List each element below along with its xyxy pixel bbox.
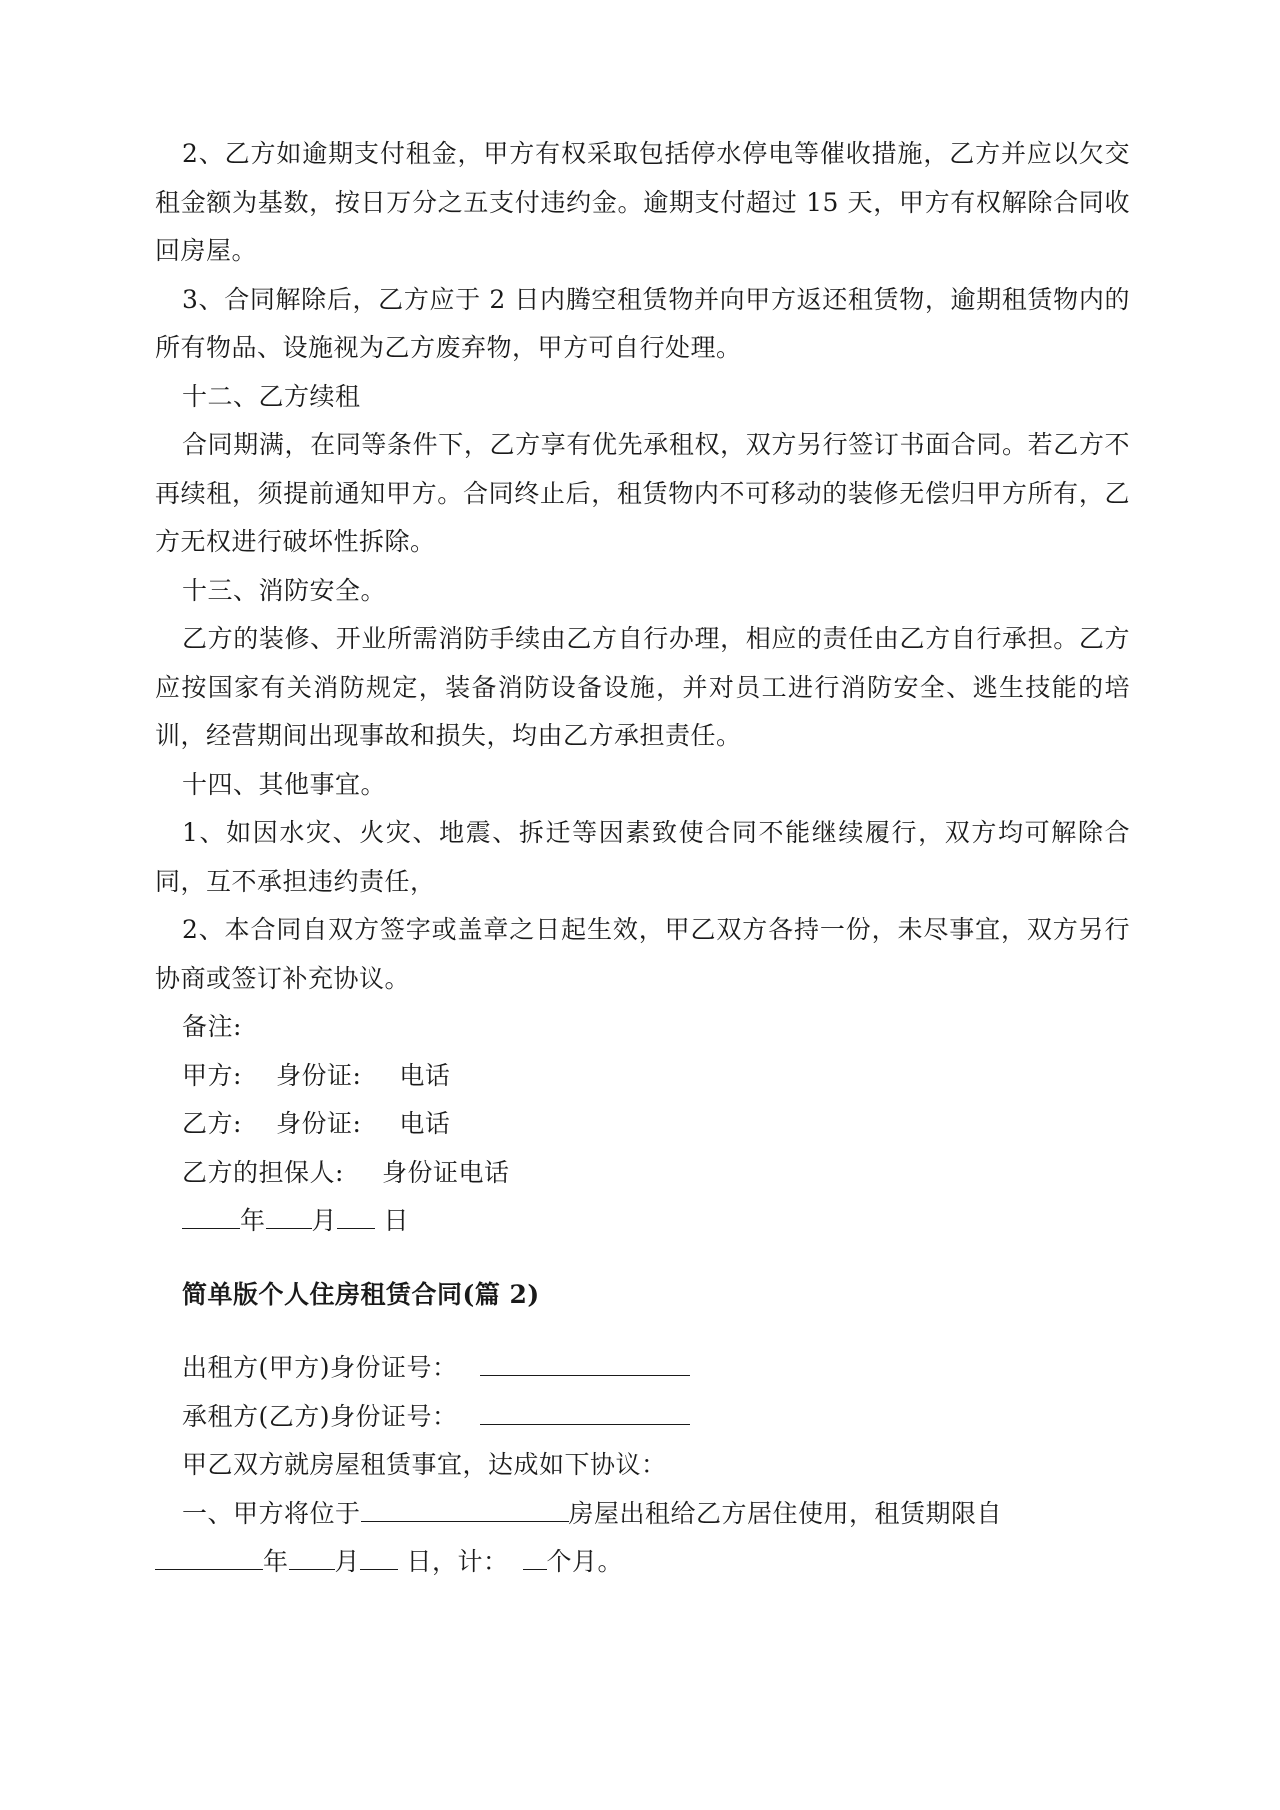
party-a-line (155, 1052, 1130, 1101)
heading-renewal: 十二、乙方续租 (182, 381, 361, 411)
clause1-month: 月 (334, 1547, 361, 1576)
party-b-label: 乙方: (182, 1109, 242, 1138)
lessee-id-blank (480, 1402, 690, 1425)
party-b-line (155, 1100, 1130, 1149)
clause1-suffix: 房屋出租给乙方居住使用，租赁期限自 (568, 1498, 1003, 1528)
paragraph-contract-termination: 3、合同解除后，乙方应于 2 日内腾空租赁物并向甲方返还租赁物，逾期租赁物内的所有物品、设施视为乙方废弃物，甲方可自行处理。 (155, 284, 1130, 362)
guarantor-line (155, 1149, 1130, 1198)
clause1-year: 年 (263, 1547, 289, 1576)
lessor-id-label: 出租方(甲方)身份证号： (182, 1353, 458, 1382)
clause1-day-blank (360, 1547, 398, 1570)
month-label: 月 (311, 1206, 338, 1235)
guarantor-label: 乙方的担保人: (182, 1157, 344, 1187)
lessee-id-label: 承租方(乙方)身份证号： (182, 1401, 458, 1431)
party-b-phone-label: 电话 (399, 1109, 451, 1138)
clause1-day: 日，计： (406, 1547, 509, 1576)
lessor-id-blank (480, 1353, 690, 1376)
year-label: 年 (240, 1206, 266, 1235)
guarantor-id-phone-label: 身份证电话 (381, 1157, 510, 1187)
heading-fire-safety: 十三、消防安全。 (182, 575, 387, 605)
party-a-phone-label: 电话 (399, 1060, 451, 1090)
day-blank (337, 1206, 375, 1229)
clause1-month-blank (289, 1547, 335, 1570)
party-b-id-label: 身份证: (275, 1109, 362, 1138)
paragraph-effective: 2、本合同自双方签字或盖章之日起生效，甲乙双方各持一份，未尽事宜，双方另行协商或签订补充协议。 (155, 915, 1130, 993)
date-line (155, 1197, 1130, 1246)
clause1-year-blank (155, 1547, 263, 1570)
lessor-id-line (155, 1344, 1130, 1393)
clause1-prefix: 一、甲方将位于 (182, 1498, 361, 1528)
paragraph-overdue-rent: 2、乙方如逾期支付租金，甲方有权采取包括停水停电等催收措施，乙方并应以欠交租金额为基数，按日万分之五支付违约金。逾期支付超过 15 天，甲方有权解除合同收回房屋。 (155, 139, 1130, 265)
heading-remarks: 备注: (182, 1012, 242, 1041)
section2-title: 简单版个人住房租赁合同(篇 2) (182, 1279, 540, 1309)
day-label: 日 (383, 1206, 409, 1235)
party-a-id-label: 身份证: (275, 1060, 362, 1090)
month-blank (266, 1206, 312, 1229)
clause1-months-blank (523, 1547, 547, 1570)
lessee-id-line (155, 1393, 1130, 1442)
heading-other-matters: 十四、其他事宜。 (182, 769, 387, 799)
address-blank (361, 1499, 569, 1522)
clause1-months: 个月。 (546, 1547, 624, 1576)
document-body (155, 130, 1130, 1587)
section2-clause1 (155, 1490, 1130, 1587)
paragraph-fire-safety: 乙方的装修、开业所需消防手续由乙方自行办理，相应的责任由乙方自行承担。乙方应按国家有关消防规定，装备消防设备设施，并对员工进行消防安全、逃生技能的培训，经营期间出现事故和损失，均由乙方承担责任。 (155, 624, 1130, 750)
paragraph-force-majeure: 1、如因水灾、火灾、地震、拆迁等因素致使合同不能继续履行，双方均可解除合同，互不承担违约责任， (155, 818, 1130, 896)
party-a-label: 甲方: (182, 1060, 242, 1090)
section2-intro: 甲乙双方就房屋租赁事宜，达成如下协议： (182, 1450, 667, 1479)
paragraph-renewal: 合同期满，在同等条件下，乙方享有优先承租权，双方另行签订书面合同。若乙方不再续租，须提前通知甲方。合同终止后，租赁物内不可移动的装修无偿归甲方所有，乙方无权进行破坏性拆除。 (155, 430, 1130, 556)
year-blank (182, 1206, 240, 1229)
